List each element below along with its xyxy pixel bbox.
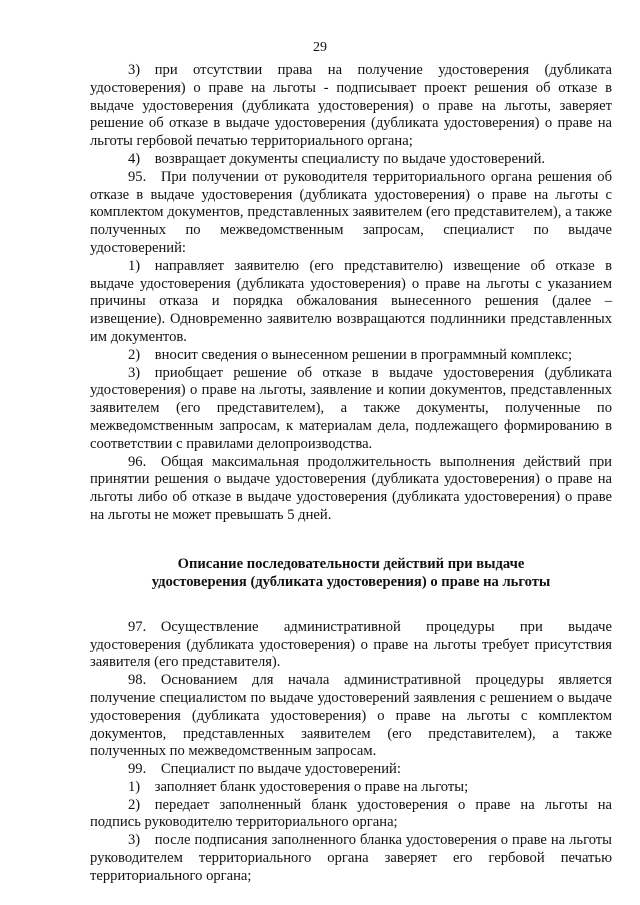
paragraph-98: 98. Основанием для начала административной процедуры является получение специалистом по выдаче удостоверений заявления с решением о выдаче удостоверения (дубликата удостоверения) о праве на льготы с комплектом документов, представленных заявителем (его представителем), а также полученных по межведомственным запросам. — [90, 672, 612, 760]
paragraph-97: 97. Осуществление административной процедуры при выдаче удостоверения (дубликата удостоверения) о праве на льготы требует присутствия заявителя (его представителя). — [90, 618, 612, 671]
paragraph-99: 99. Специалист по выдаче удостоверений: — [128, 761, 401, 778]
paragraph-item-3-refusal-sign: 3) при отсутствии права на получение удостоверения (дубликата удостоверения) о праве на льготы - подписывает проект решения об отказе в выдаче удостоверения (дубликата удостоверения) о праве на льготы, заверяет решение об отказе в выдаче удостоверения (дубликата удостоверения) о праве на льготы гербовой печатью территориального органа; — [90, 62, 612, 150]
section-heading-line-1: Описание последовательности действий при выдаче — [177, 555, 525, 572]
paragraph-99-item-1: 1) заполняет бланк удостоверения о праве на льготы; — [128, 778, 469, 795]
paragraph-96: 96. Общая максимальная продолжительность выполнения действий при принятии решения о выдаче удостоверения (дубликата удостоверения) о праве на льготы либо об отказе в выдаче удостоверения (дубликата удостоверения) о праве на льготы не может превышать 5 дней. — [90, 453, 612, 523]
paragraph-95-item-3: 3) приобщает решение об отказе в выдаче удостоверения (дубликата удостоверения) о праве на льготы, заявление и копии документов, представленных заявителем (его представителем), а также документы, полученные по межведомственным запросам, к материалам дела, подлежащего формированию в соответствии с правилами делопроизводства. — [90, 364, 612, 452]
section-heading-line-2: удостоверения (дубликата удостоверения) о праве на льготы — [151, 573, 551, 590]
paragraph-99-item-2: 2) передает заполненный бланк удостоверения о праве на льготы на подпись руководителю территориального органа; — [90, 796, 612, 831]
paragraph-95-item-1: 1) направляет заявителю (его представителю) извещение об отказе в выдаче удостоверения (дубликата удостоверения) о праве на льготы с указанием причины отказа и порядка обжалования вынесенного решения (далее – извещение). Одновременно заявителю возвращаются подлинники представленных им документов. — [90, 257, 612, 345]
section-heading — [90, 555, 612, 591]
paragraph-99-item-3: 3) после подписания заполненного бланка удостоверения о праве на льготы руководителем территориального органа заверяет его гербовой печатью территориального органа; — [90, 832, 612, 884]
paragraph-95-item-2: 2) вносит сведения о вынесенном решении в программный комплекс; — [128, 346, 573, 363]
page-number: 29 — [313, 40, 327, 55]
paragraph-95: 95. При получении от руководителя территориального органа решения об отказе в выдаче удостоверения (дубликата удостоверения) о праве на льготы с комплектом документов, представленных заявителем (его представителем), а также полученных по межведомственным запросам, специалист по выдаче удостоверений: — [90, 168, 612, 256]
paragraph-item-4-return-docs: 4) возвращает документы специалисту по выдаче удостоверений. — [128, 150, 546, 167]
document-body — [90, 62, 612, 886]
